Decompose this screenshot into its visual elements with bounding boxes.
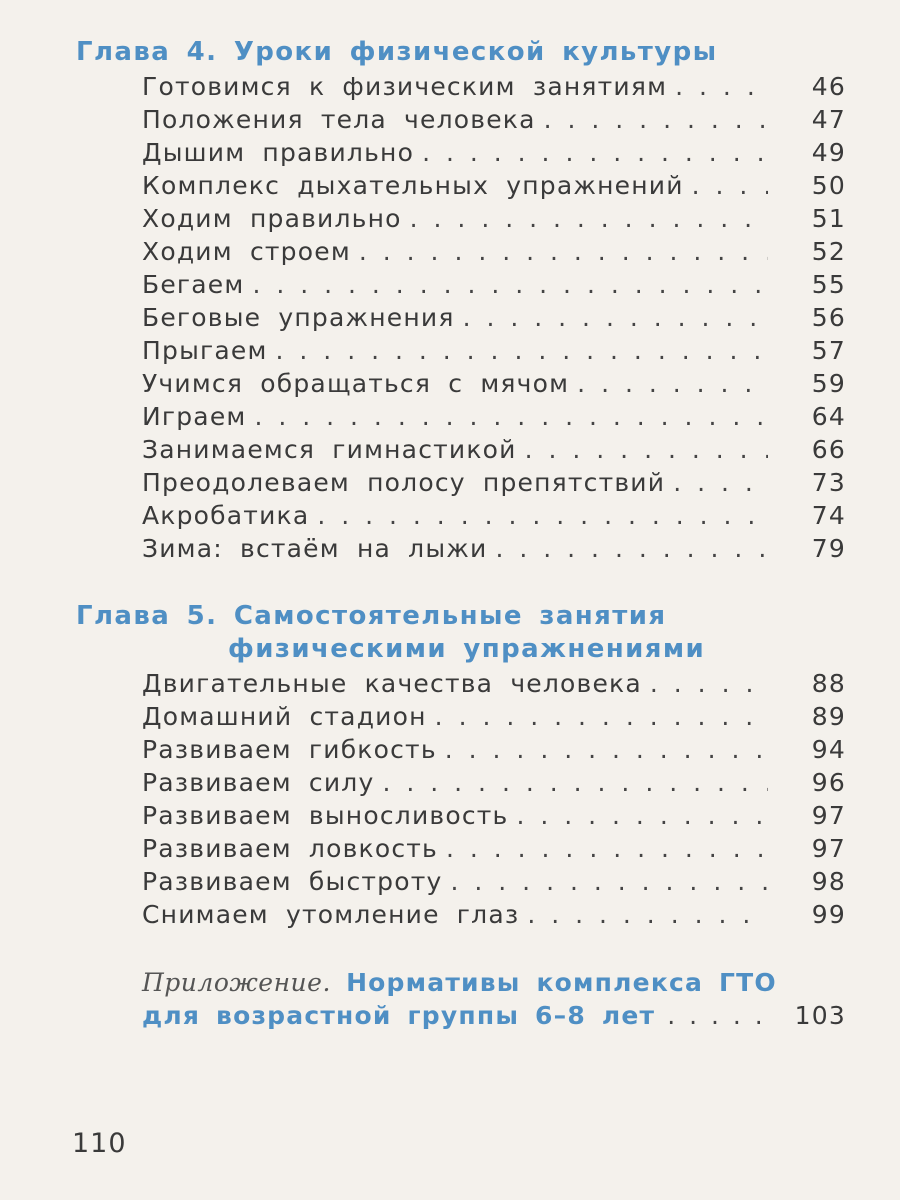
toc-entry-page: 57 (811, 336, 846, 365)
toc-entry-page: 99 (811, 900, 846, 929)
toc-entry[interactable] (142, 532, 846, 565)
toc-entry-page: 79 (811, 534, 846, 563)
toc-entry[interactable] (142, 367, 846, 400)
toc-entry[interactable] (142, 433, 846, 466)
appendix-page: 103 (794, 1001, 846, 1030)
dot-leader (252, 268, 768, 301)
toc-entry[interactable] (142, 235, 846, 268)
appendix-label: Приложение. (142, 968, 331, 997)
dot-leader (254, 400, 768, 433)
toc-entry-title: Ходим строем (142, 237, 351, 266)
toc-entry[interactable] (142, 268, 846, 301)
dot-leader (463, 301, 768, 334)
toc-entry[interactable] (142, 103, 846, 136)
dot-leader (577, 367, 768, 400)
toc-entry-page: 50 (811, 171, 846, 200)
toc-entry-title: Дышим правильно (142, 138, 415, 167)
dot-leader (410, 202, 768, 235)
chapter-5-contents (142, 667, 846, 931)
dot-leader (516, 799, 768, 832)
toc-entry-title: Развиваем гибкость (142, 735, 437, 764)
toc-entry-title: Развиваем ловкость (142, 834, 438, 863)
toc-entry-page: 89 (811, 702, 846, 731)
toc-entry[interactable] (142, 466, 846, 499)
appendix-title-line2: для возрастной группы 6–8 лет (142, 1001, 656, 1030)
toc-entry-title: Положения тела человека (142, 105, 536, 134)
dot-leader (544, 103, 768, 136)
appendix-row-1 (142, 966, 846, 999)
dot-leader (495, 532, 768, 565)
toc-entry-page: 47 (811, 105, 846, 134)
toc-entry-title: Развиваем быстроту (142, 867, 443, 896)
toc-entry-title: Комплекс дыхательных упражнений (142, 171, 684, 200)
toc-entry-page: 88 (811, 669, 846, 698)
appendix-title-line1: Нормативы комплекса ГТО (346, 968, 777, 997)
dot-leader (667, 999, 778, 1032)
toc-entry-title: Прыгаем (142, 336, 268, 365)
toc-entry-title: Беговые упражнения (142, 303, 455, 332)
toc-entry[interactable] (142, 301, 846, 334)
chapter-5-heading-line1: Глава 5. Самостоятельные занятия (76, 601, 667, 631)
toc-entry[interactable] (142, 865, 846, 898)
chapter-4-heading-text: Глава 4. Уроки физической культуры (76, 37, 718, 67)
toc-entry-page: 55 (811, 270, 846, 299)
dot-leader (446, 832, 768, 865)
toc-entry[interactable] (142, 202, 846, 235)
toc-entry-page: 59 (811, 369, 846, 398)
dot-leader (527, 898, 768, 931)
toc-entry-title: Учимся обращаться с мячом (142, 369, 570, 398)
toc-entry[interactable] (142, 334, 846, 367)
toc-entry[interactable] (142, 766, 846, 799)
chapter-4-contents (142, 70, 846, 565)
toc-entry-title: Готовимся к физическим занятиям (142, 72, 668, 101)
toc-entry-page: 49 (811, 138, 846, 167)
toc-entry[interactable] (142, 499, 846, 532)
toc-entry[interactable] (142, 733, 846, 766)
chapter-5-heading (76, 600, 705, 666)
toc-entry-title: Преодолеваем полосу препятствий (142, 468, 666, 497)
dot-leader (435, 700, 768, 733)
dot-leader (382, 766, 768, 799)
dot-leader (276, 334, 768, 367)
toc-entry-page: 64 (811, 402, 846, 431)
dot-leader (451, 865, 769, 898)
dot-leader (650, 667, 768, 700)
dot-leader (359, 235, 768, 268)
toc-entry-page: 73 (811, 468, 846, 497)
toc-entry-page: 66 (811, 435, 846, 464)
dot-leader (673, 466, 768, 499)
dot-leader (525, 433, 768, 466)
dot-leader (675, 70, 768, 103)
toc-entry-page: 46 (811, 72, 846, 101)
toc-entry-title: Снимаем утомление глаз (142, 900, 520, 929)
toc-entry-page: 52 (811, 237, 846, 266)
toc-entry-title: Домашний стадион (142, 702, 427, 731)
appendix-entry[interactable] (142, 966, 846, 1032)
toc-entry-page: 97 (811, 801, 846, 830)
toc-entry-page: 56 (811, 303, 846, 332)
toc-entry-title: Акробатика (142, 501, 310, 530)
chapter-5-heading-line2: физическими упражнениями (228, 634, 706, 664)
toc-entry-title: Развиваем выносливость (142, 801, 509, 830)
dot-leader (692, 169, 768, 202)
toc-entry[interactable] (142, 700, 846, 733)
toc-entry[interactable] (142, 136, 846, 169)
toc-entry[interactable] (142, 898, 846, 931)
dot-leader (422, 136, 768, 169)
toc-entry-page: 74 (811, 501, 846, 530)
toc-entry-title: Занимаемся гимнастикой (142, 435, 517, 464)
toc-entry[interactable] (142, 667, 846, 700)
toc-entry[interactable] (142, 799, 846, 832)
toc-entry-title: Бегаем (142, 270, 245, 299)
appendix-row-2 (142, 999, 846, 1032)
toc-entry-title: Развиваем силу (142, 768, 375, 797)
dot-leader (317, 499, 768, 532)
toc-entry-title: Зима: встаём на лыжи (142, 534, 488, 563)
toc-entry-title: Играем (142, 402, 247, 431)
toc-entry[interactable] (142, 832, 846, 865)
toc-entry[interactable] (142, 169, 846, 202)
toc-entry-title: Двигательные качества человека (142, 669, 642, 698)
toc-entry[interactable] (142, 70, 846, 103)
toc-entry-page: 94 (811, 735, 846, 764)
toc-entry[interactable] (142, 400, 846, 433)
page-number: 110 (72, 1128, 127, 1159)
chapter-4-heading (76, 36, 718, 69)
toc-entry-page: 98 (811, 867, 846, 896)
toc-entry-title: Ходим правильно (142, 204, 402, 233)
dot-leader (445, 733, 768, 766)
toc-entry-page: 97 (811, 834, 846, 863)
toc-entry-page: 96 (811, 768, 846, 797)
toc-entry-page: 51 (811, 204, 846, 233)
